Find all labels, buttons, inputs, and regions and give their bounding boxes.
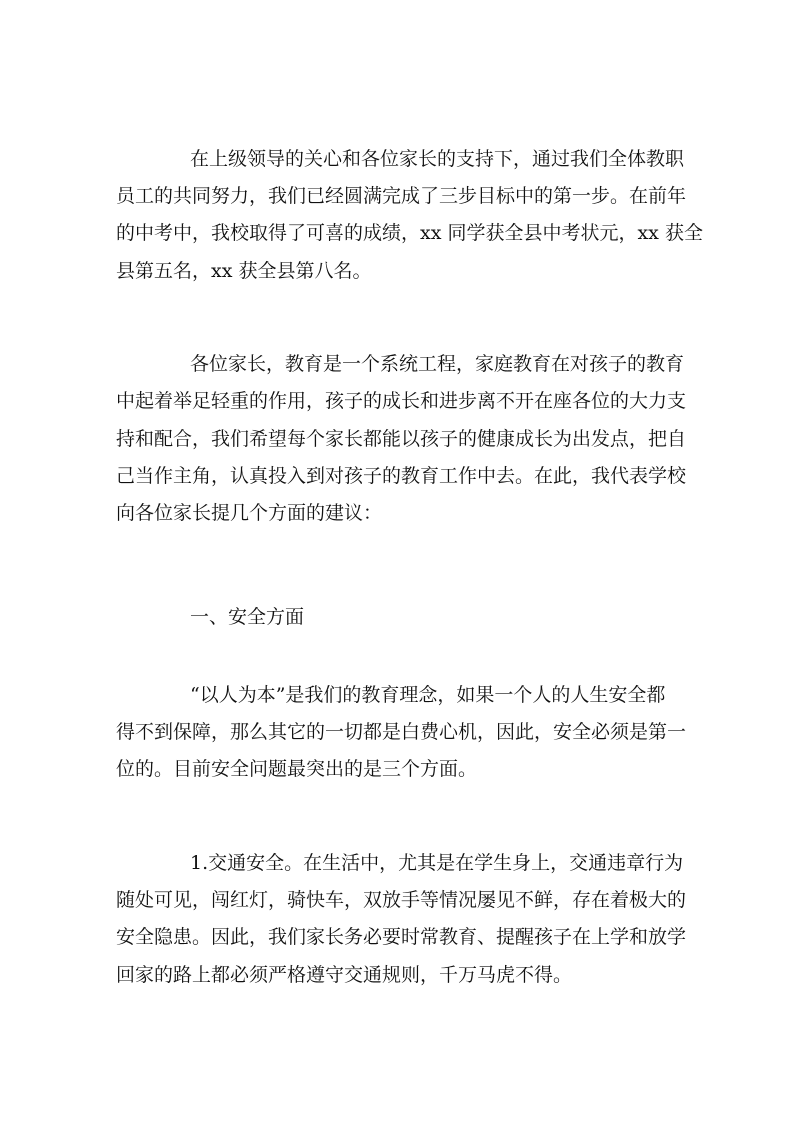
paragraph-4-line-2: 随处可见，闯红灯，骑快车，双放手等情况屡见不鲜，存在着极大的 bbox=[116, 889, 687, 911]
paragraph-1-line-2: 员工的共同努力，我们已经圆满完成了三步目标中的第一步。在前年 bbox=[116, 185, 687, 207]
paragraph-2-line-3: 持和配合，我们希望每个家长都能以孩子的健康成长为出发点，把自 bbox=[116, 428, 687, 450]
paragraph-2-line-2: 中起着举足轻重的作用，孩子的成长和进步离不开在座各位的大力支 bbox=[116, 390, 687, 412]
paragraph-2-line-5: 向各位家长提几个方面的建议： bbox=[116, 502, 383, 524]
paragraph-3-line-3: 位的。目前安全问题最突出的是三个方面。 bbox=[116, 758, 478, 780]
paragraph-2-line-4: 己当作主角，认真投入到对孩子的教育工作中去。在此，我代表学校 bbox=[116, 465, 687, 487]
paragraph-3-line-2: 得不到保障，那么其它的一切都是白费心机，因此，安全必须是第一 bbox=[116, 721, 687, 743]
paragraph-3-line-1: “以人为本”是我们的教育理念，如果一个人的人生安全都 bbox=[190, 684, 666, 706]
paragraph-2-line-1: 各位家长，教育是一个系统工程，家庭教育在对孩子的教育 bbox=[190, 353, 685, 375]
paragraph-4-line-3: 安全隐患。因此，我们家长务必要时常教育、提醒孩子在上学和放学 bbox=[116, 926, 687, 948]
section-heading: 一、安全方面 bbox=[190, 606, 305, 628]
paragraph-1-line-4: 县第五名，xx 获全县第八名。 bbox=[116, 260, 372, 282]
paragraph-1-line-1: 在上级领导的关心和各位家长的支持下，通过我们全体教职 bbox=[190, 148, 685, 170]
paragraph-4-line-1: 1.交通安全。在生活中，尤其是在学生身上，交通违章行为 bbox=[190, 852, 684, 874]
paragraph-4-line-4: 回家的路上都必须严格遵守交通规则，千万马虎不得。 bbox=[116, 964, 573, 986]
paragraph-1-line-3: 的中考中，我校取得了可喜的成绩，xx 同学获全县中考状元，xx 获全 bbox=[116, 222, 703, 244]
